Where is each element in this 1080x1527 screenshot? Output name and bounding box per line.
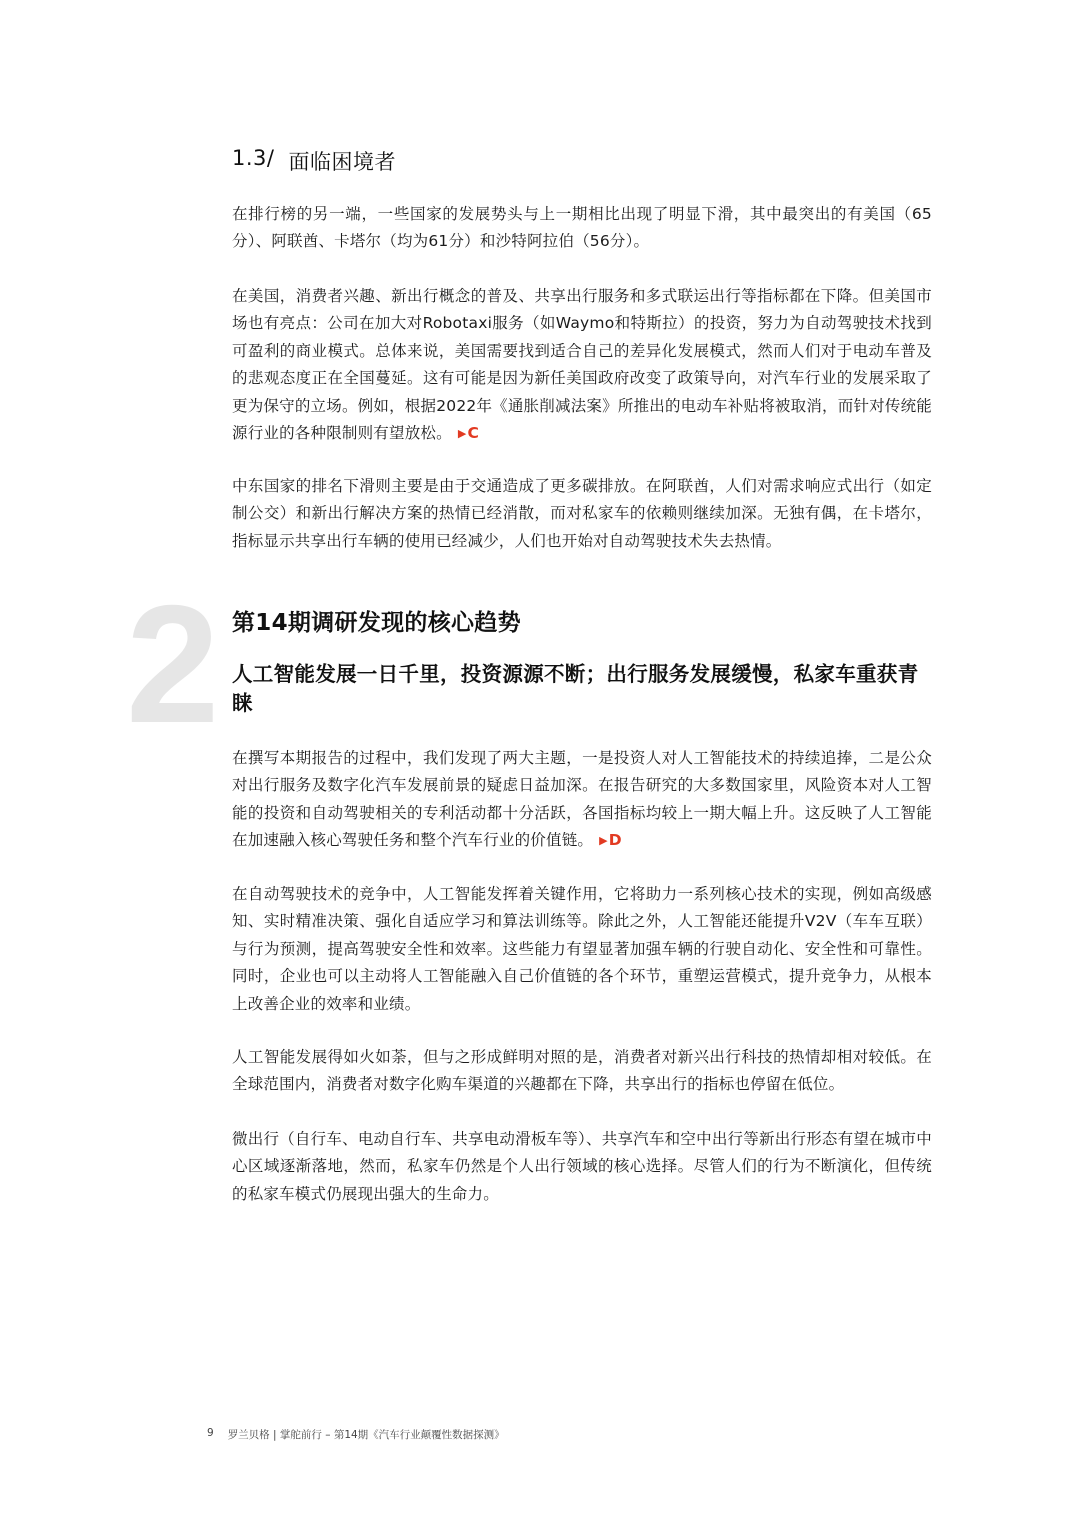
paragraph — [232, 473, 932, 555]
paragraph-text: 在美国，消费者兴趣、新出行概念的普及、共享出行服务和多式联运出行等指标都在下降。但美国市场也有亮点：公司在加大对Robotaxi服务（如Waymo和特斯拉）的投资，努力为自动驾驶技术找到可盈利的商业模式。总体来说，美国需要找到适合自己的差异化发展模式，然而人们对于电动车普及的悲观态度正在全国蔓延。这有可能是因为新任美国政府改变了政策导向，对汽车行业的发展采取了更为保守的立场。例如，根据2022年《通胀削减法案》所推出的电动车补贴将被取消，而针对传统能源行业的各种限制则有望放松。 — [232, 287, 932, 443]
footer-text: 罗兰贝格 | 掌舵前行 – 第14期《汽车行业颠覆性数据探测》 — [227, 1429, 505, 1441]
paragraph — [232, 881, 932, 1018]
section-title: 面临困境者 — [288, 150, 396, 174]
right-triangle-icon: ▶ — [457, 427, 467, 441]
paragraph-text: 中东国家的排名下滑则主要是由于交通造成了更多碳排放。在阿联酋，人们对需求响应式出行（如定制公交）和新出行解决方案的热情已经消散，而对私家车的依赖则继续加深。无独有偶，在卡塔尔，指标显示共享出行车辆的使用已经减少，人们也开始对自动驾驶技术失去热情。 — [232, 477, 932, 550]
reference-label: D — [608, 831, 622, 850]
paragraph-text: 微出行（自行车、电动自行车、共享电动滑板车等）、共享汽车和空中出行等新出行形态有望在城市中心区域逐渐落地，然而，私家车仍然是个人出行领域的核心选择。尽管人们的行为不断演化，但传统的私家车模式仍展现出强大的生命力。 — [232, 1130, 932, 1203]
paragraph-text: 人工智能发展得如火如荼，但与之形成鲜明对照的是，消费者对新兴出行科技的热情却相对较低。在全球范围内，消费者对数字化购车渠道的兴趣都在下降，共享出行的指标也停留在低位。 — [232, 1048, 932, 1094]
paragraph — [232, 745, 932, 855]
reference-link[interactable] — [458, 424, 479, 442]
page-number: 9 — [207, 1427, 214, 1439]
paragraph — [232, 1044, 932, 1099]
chapter-title: 第14期调研发现的核心趋势 — [232, 610, 521, 636]
paragraph — [232, 1126, 932, 1208]
paragraph-text: 在撰写本期报告的过程中，我们发现了两大主题，一是投资人对人工智能技术的持续追捧，二是公众对出行服务及数字化汽车发展前景的疑虑日益加深。在报告研究的大多数国家里，风险资本对人工智能的投资和自动驾驶相关的专利活动都十分活跃，各国指标均较上一期大幅上升。这反映了人工智能在加速融入核心驾驶任务和整个汽车行业的价值链。 — [232, 749, 932, 850]
chapter-number: 2 — [126, 570, 220, 758]
page-footer — [207, 1427, 505, 1442]
paragraph-text: 在排行榜的另一端，一些国家的发展势头与上一期相比出现了明显下滑，其中最突出的有美国（65分）、阿联酋、卡塔尔（均为61分）和沙特阿拉伯（56分）。 — [232, 205, 932, 251]
reference-label: C — [467, 424, 480, 443]
reference-link[interactable] — [599, 831, 622, 849]
section-heading — [232, 146, 396, 176]
chapter-subtitle: 人工智能发展一日千里，投资源源不断；出行服务发展缓慢，私家车重获青睐 — [232, 662, 919, 715]
right-triangle-icon: ▶ — [599, 834, 608, 848]
section-number: 1.3/ — [232, 146, 275, 170]
paragraph — [232, 201, 932, 256]
paragraph — [232, 283, 932, 447]
paragraph-text: 在自动驾驶技术的竞争中，人工智能发挥着关键作用，它将助力一系列核心技术的实现，例如高级感知、实时精准决策、强化自适应学习和算法训练等。除此之外，人工智能还能提升V2V（车车互联）与行为预测，提高驾驶安全性和效率。这些能力有望显著加强车辆的行驶自动化、安全性和可靠性。同时，企业也可以主动将人工智能融入自己价值链的各个环节，重塑运营模式，提升竞争力，从根本上改善企业的效率和业绩。 — [232, 885, 932, 1013]
